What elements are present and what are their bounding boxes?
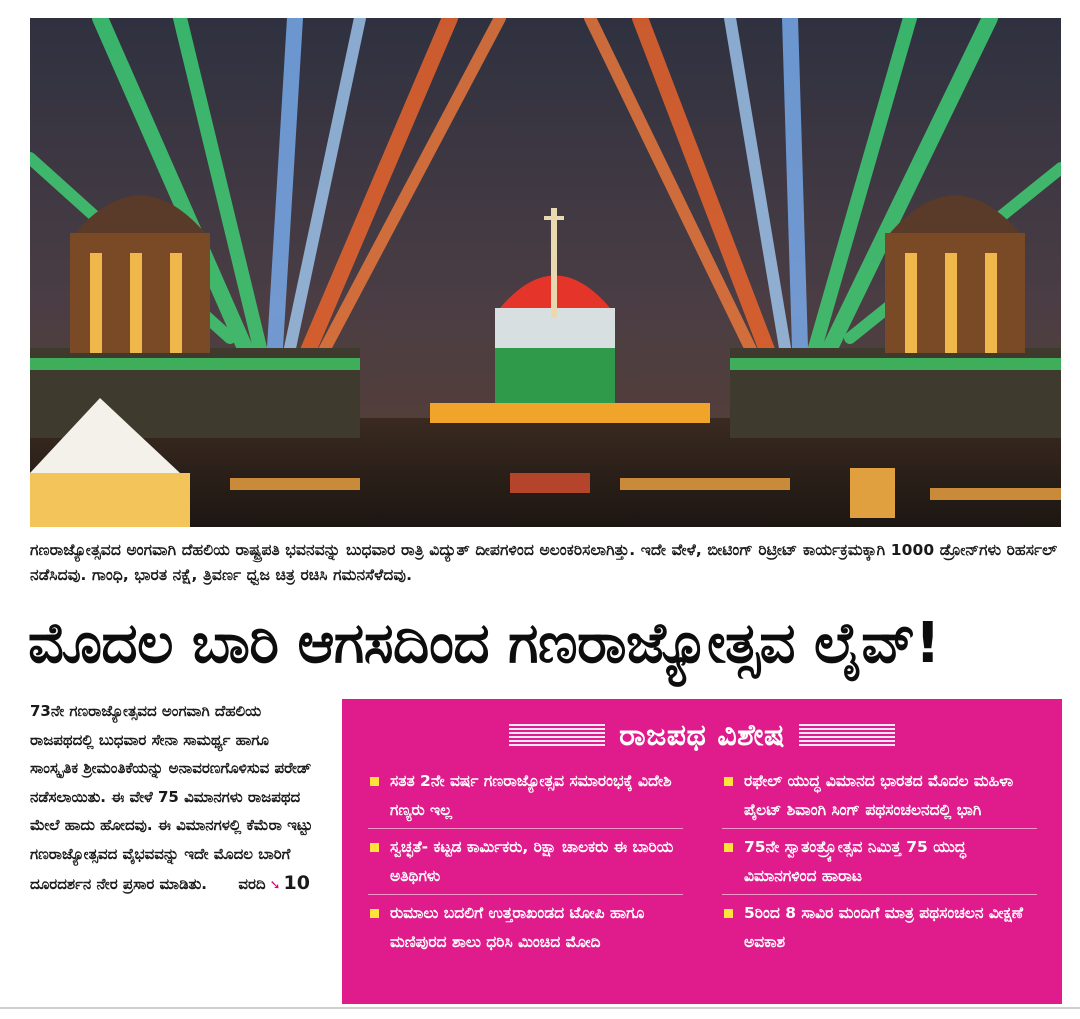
headline: ಮೊದಲ ಬಾರಿ ಆಗಸದಿಂದ ಗಣರಾಜ್ಯೋತ್ಸವ ಲೈವ್! (28, 611, 941, 676)
square-bullet-icon (724, 909, 733, 918)
continued-reference[interactable] (212, 871, 310, 894)
ref-page-number: 10 (283, 871, 310, 894)
highlight-text: ಸತತ 2ನೇ ವರ್ಷ ಗಣರಾಜ್ಯೋತ್ಸವ ಸಮಾರಂಭಕ್ಕೆ ವಿದೇಶಿ ಗಣ್ಯರು ಇಲ್ಲ (390, 772, 672, 819)
square-bullet-icon (370, 909, 379, 918)
highlight-item (722, 763, 1037, 828)
highlights-left-column (368, 763, 683, 960)
highlight-text: ಸ್ವಚ್ಛತೆ- ಕಟ್ಟಡ ಕಾರ್ಮಿಕರು, ರಿಕ್ಷಾ ಚಾಲಕರು ಈ ಬಾರಿಯ ಅತಿಥಿಗಳು (390, 838, 674, 885)
stripe-decoration-right (799, 724, 895, 746)
bottom-divider (0, 1007, 1080, 1009)
highlights-header (342, 713, 1062, 757)
rashtrapati-bhavan-illustration (30, 18, 1061, 527)
square-bullet-icon (370, 843, 379, 852)
ref-label: ವರದಿ (238, 874, 266, 893)
photo-caption: ಗಣರಾಜ್ಯೋತ್ಸವದ ಅಂಗವಾಗಿ ದೆಹಲಿಯ ರಾಷ್ಟ್ರಪತಿ ಭವನವನ್ನು ಬುಧವಾರ ರಾತ್ರಿ ವಿದ್ಯುತ್ ದೀಪಗಳಿಂದ ಅಲಂಕರಿಸಲಾಗಿತ್ತು. ಇದೇ ವೇಳೆ, ಬೀಟಿಂಗ್ ರಿಟ್ರೀಟ್ ಕಾರ್ಯಕ್ರಮಕ್ಕಾಗಿ 1000 ಡ್ರೋನ್‌ಗಳು ರಿಹರ್ಸಲ್ ನಡೆಸಿದವು. ಗಾಂಧಿ, ಭಾರತ ನಕ್ಷೆ, ತ್ರಿವರ್ಣ ಧ್ವಜ ಚಿತ್ರ ರಚಿಸಿ ಗಮನಸೆಳೆದವು. (30, 541, 1058, 584)
highlight-text: 75ನೇ ಸ್ವಾತಂತ್ರ್ಯೋತ್ಸವ ನಿಮಿತ್ತ 75 ಯುದ್ಧ ವಿಮಾನಗಳಿಂದ ಹಾರಾಟ (744, 838, 967, 885)
story-column (30, 697, 318, 900)
highlights-title: ರಾಜಪಥ ವಿಶೇಷ (619, 717, 785, 753)
highlight-item (368, 828, 683, 894)
stripe-decoration-left (509, 724, 605, 746)
highlight-item (368, 763, 683, 828)
story-body: 73ನೇ ಗಣರಾಜ್ಯೋತ್ಸವದ ಅಂಗವಾಗಿ ದೆಹಲಿಯ ರಾಜಪಥದಲ್ಲಿ ಬುಧವಾರ ಸೇನಾ ಸಾಮರ್ಥ್ಯ ಹಾಗೂ ಸಾಂಸ್ಕೃತಿಕ ಶ್ರೀಮಂತಿಕೆಯನ್ನು ಅನಾವರಣಗೊಳಿಸುವ ಪರೇಡ್ ನಡೆಸಲಾಯಿತು. ಈ ವೇಳೆ 75 ವಿಮಾನಗಳು ರಾಜಪಥದ ಮೇಲೆ ಹಾದು ಹೋದವು. ಈ ವಿಮಾನಗಳಲ್ಲಿ ಕೆಮೆರಾ ಇಟ್ಟು ಗಣರಾಜ್ಯೋತ್ಸವದ ವೈಭವವನ್ನು ಇದೇ ಮೊದಲ ಬಾರಿಗೆ ದೂರದರ್ಶನ ನೇರ ಪ್ರಸಾರ ಮಾಡಿತು. (30, 702, 313, 893)
square-bullet-icon (724, 843, 733, 852)
highlights-right-column (722, 763, 1037, 960)
highlight-item (722, 894, 1037, 960)
highlight-item (722, 828, 1037, 894)
news-photo (30, 18, 1061, 527)
square-bullet-icon (724, 777, 733, 786)
square-bullet-icon (370, 777, 379, 786)
highlight-text: 5ರಿಂದ 8 ಸಾವಿರ ಮಂದಿಗೆ ಮಾತ್ರ ಪಥಸಂಚಲನ ವೀಕ್ಷಣೆ ಅವಕಾಶ (744, 904, 1024, 951)
highlight-item (368, 894, 683, 960)
arrow-icon: ➘ (269, 877, 281, 893)
highlights-box (342, 699, 1062, 1004)
highlight-text: ರುಮಾಲು ಬದಲಿಗೆ ಉತ್ತರಾಖಂಡದ ಟೋಪಿ ಹಾಗೂ ಮಣಿಪುರದ ಶಾಲು ಧರಿಸಿ ಮಿಂಚಿದ ಮೋದಿ (390, 904, 645, 951)
highlight-text: ರಫೇಲ್ ಯುದ್ಧ ವಿಮಾನದ ಭಾರತದ ಮೊದಲ ಮಹಿಳಾ ಪೈಲಟ್ ಶಿವಾಂಗಿ ಸಿಂಗ್ ಪಥಸಂಚಲನದಲ್ಲಿ ಭಾಗಿ (744, 772, 1014, 819)
